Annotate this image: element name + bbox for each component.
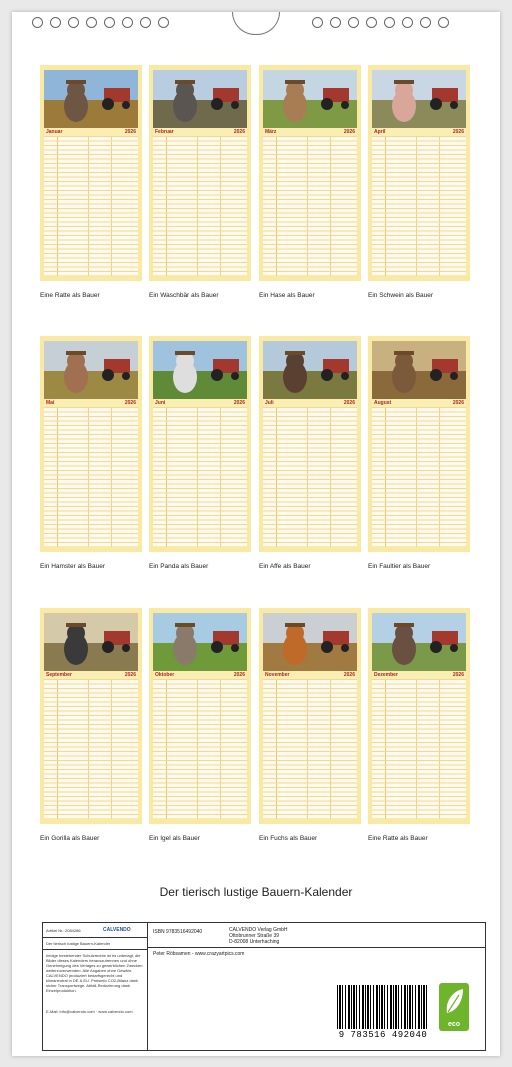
month-photo bbox=[44, 70, 138, 128]
month-photo bbox=[372, 341, 466, 399]
farmer-hat bbox=[175, 351, 195, 355]
calendar-sheet bbox=[12, 12, 500, 1056]
month-card bbox=[40, 608, 142, 824]
article-label: Artikel Nr.: bbox=[46, 928, 65, 933]
tractor-wheel bbox=[430, 369, 442, 381]
farmer-hat bbox=[66, 80, 86, 84]
month-card bbox=[368, 65, 470, 281]
month-caption: Ein Hase als Bauer bbox=[259, 292, 315, 299]
binding-hole bbox=[330, 17, 341, 28]
month-header bbox=[263, 399, 357, 407]
month-name: März bbox=[265, 129, 277, 135]
month-header bbox=[153, 128, 247, 136]
month-photo bbox=[372, 70, 466, 128]
binding-hole bbox=[312, 17, 323, 28]
month-header bbox=[153, 671, 247, 679]
farmer-hat bbox=[394, 80, 414, 84]
month-name: November bbox=[265, 672, 290, 678]
month-header bbox=[263, 671, 357, 679]
month-photo bbox=[263, 341, 357, 399]
publisher-name: CALVENDO Verlag GmbH bbox=[229, 927, 288, 933]
month-card bbox=[149, 608, 251, 824]
tractor-wheel bbox=[321, 98, 333, 110]
month-header bbox=[44, 671, 138, 679]
binding-hole bbox=[438, 17, 449, 28]
month-caption: Ein Affe als Bauer bbox=[259, 563, 311, 570]
barcode-bars bbox=[337, 985, 429, 1029]
calendar-title: Der tierisch lustige Bauern-Kalender bbox=[159, 885, 353, 899]
month-year: 2026 bbox=[124, 400, 136, 406]
month-card bbox=[259, 65, 361, 281]
farmer-hat bbox=[175, 80, 195, 84]
month-year: 2026 bbox=[452, 672, 464, 678]
imprint-divider bbox=[148, 947, 485, 948]
month-card bbox=[259, 608, 361, 824]
tractor-wheel bbox=[231, 372, 239, 380]
month-card bbox=[149, 65, 251, 281]
planner-grid bbox=[44, 407, 138, 547]
binding-hole bbox=[32, 17, 43, 28]
tractor-wheel bbox=[122, 101, 130, 109]
planner-grid bbox=[372, 136, 466, 276]
farmer-hat bbox=[175, 623, 195, 627]
publisher-city: D-82008 Unterhaching bbox=[229, 939, 280, 945]
contact-text: E-Mail: info@calvendo.com · www.calvendo.com bbox=[46, 1009, 133, 1014]
month-name: September bbox=[46, 672, 72, 678]
product-title: Der tierisch lustige Bauern-Kalender bbox=[46, 941, 111, 946]
month-photo bbox=[263, 613, 357, 671]
month-year: 2026 bbox=[233, 672, 245, 678]
month-caption: Eine Ratte als Bauer bbox=[368, 835, 428, 842]
planner-grid bbox=[153, 679, 247, 819]
month-caption: Ein Waschbär als Bauer bbox=[149, 292, 219, 299]
planner-grid bbox=[372, 407, 466, 547]
tractor-wheel bbox=[450, 101, 458, 109]
tractor-wheel bbox=[430, 641, 442, 653]
tractor-wheel bbox=[430, 98, 442, 110]
tractor-wheel bbox=[102, 98, 114, 110]
barcode bbox=[333, 981, 433, 1045]
month-card bbox=[259, 336, 361, 552]
farmer-hat bbox=[66, 351, 86, 355]
publisher-address bbox=[229, 927, 288, 945]
binding-hole bbox=[384, 17, 395, 28]
month-caption: Ein Hamster als Bauer bbox=[40, 563, 106, 570]
tractor-wheel bbox=[321, 369, 333, 381]
binding-hole bbox=[366, 17, 377, 28]
month-photo bbox=[372, 613, 466, 671]
binding-hole bbox=[122, 17, 133, 28]
article-number: 2084286 bbox=[65, 928, 81, 933]
eco-leaf-icon bbox=[439, 983, 469, 1031]
planner-grid bbox=[372, 679, 466, 819]
leaf-icon bbox=[439, 983, 469, 1019]
publisher-street: Ottobrunner Straße 39 bbox=[229, 933, 280, 939]
month-header bbox=[153, 399, 247, 407]
month-year: 2026 bbox=[452, 400, 464, 406]
tractor-wheel bbox=[231, 101, 239, 109]
tractor-wheel bbox=[211, 369, 223, 381]
month-year: 2026 bbox=[343, 672, 355, 678]
tractor-wheel bbox=[231, 644, 239, 652]
binding-hole bbox=[68, 17, 79, 28]
binding-hole bbox=[86, 17, 97, 28]
tractor-wheel bbox=[102, 641, 114, 653]
isbn-text: ISBN 9783516492040 bbox=[153, 929, 203, 935]
planner-grid bbox=[263, 136, 357, 276]
month-card bbox=[40, 65, 142, 281]
month-header bbox=[44, 128, 138, 136]
tractor-wheel bbox=[341, 644, 349, 652]
eco-label: eco bbox=[447, 1021, 461, 1028]
tractor-wheel bbox=[211, 98, 223, 110]
month-header bbox=[44, 399, 138, 407]
month-card bbox=[368, 336, 470, 552]
month-header bbox=[263, 128, 357, 136]
tractor-wheel bbox=[102, 369, 114, 381]
binding-hole bbox=[420, 17, 431, 28]
month-name: Oktober bbox=[155, 672, 175, 678]
imprint-left-column bbox=[43, 923, 148, 1050]
tractor-wheel bbox=[450, 644, 458, 652]
month-header bbox=[372, 128, 466, 136]
planner-grid bbox=[44, 136, 138, 276]
month-name: Februar bbox=[155, 129, 174, 135]
month-card bbox=[149, 336, 251, 552]
tractor-wheel bbox=[211, 641, 223, 653]
hanger-notch bbox=[232, 12, 280, 35]
month-name: Januar bbox=[46, 129, 63, 135]
month-year: 2026 bbox=[233, 400, 245, 406]
month-name: August bbox=[374, 400, 392, 406]
month-year: 2026 bbox=[124, 672, 136, 678]
barcode-number: 9 783516 492040 bbox=[338, 1030, 428, 1040]
binding-hole bbox=[158, 17, 169, 28]
month-name: Dezember bbox=[374, 672, 398, 678]
month-caption: Ein Panda als Bauer bbox=[149, 563, 209, 570]
tractor-wheel bbox=[122, 372, 130, 380]
month-photo bbox=[153, 70, 247, 128]
month-photo bbox=[44, 613, 138, 671]
farmer-hat bbox=[285, 351, 305, 355]
disclaimer-text: Infolge bestehender Schutzrechte ist es unterlagt, die Bilder dieses Kalenders herauszutrennen und ohne Genehmigung des Verlages zu gewerblichen Zwecken weiterzuverwenden. Alle Angaben ohne Gewähr. CALVENDO produziert bedarfsgerecht und klimaneutral in DE & EU. Preisinfo CO2-Bilanz dank sicher Transportwege. Abfall-Reduzierung dank Einzelproduktion. bbox=[46, 953, 143, 993]
month-header bbox=[372, 671, 466, 679]
farmer-hat bbox=[285, 80, 305, 84]
farmer-hat bbox=[285, 623, 305, 627]
month-year: 2026 bbox=[124, 129, 136, 135]
month-year: 2026 bbox=[343, 400, 355, 406]
product-title-row bbox=[43, 937, 147, 950]
planner-grid bbox=[153, 407, 247, 547]
month-caption: Eine Ratte als Bauer bbox=[40, 292, 100, 299]
author-text: Peter Röbsamen - www.crazyartpics.com bbox=[153, 951, 245, 957]
month-photo bbox=[153, 341, 247, 399]
month-year: 2026 bbox=[452, 129, 464, 135]
month-card bbox=[40, 336, 142, 552]
imprint-box bbox=[42, 922, 486, 1051]
article-row bbox=[43, 923, 147, 938]
month-year: 2026 bbox=[343, 129, 355, 135]
planner-grid bbox=[153, 136, 247, 276]
month-caption: Ein Igel als Bauer bbox=[149, 835, 200, 842]
month-card bbox=[368, 608, 470, 824]
month-photo bbox=[263, 70, 357, 128]
farmer-hat bbox=[66, 623, 86, 627]
month-header bbox=[372, 399, 466, 407]
binding-hole bbox=[104, 17, 115, 28]
planner-grid bbox=[44, 679, 138, 819]
farmer-hat bbox=[394, 623, 414, 627]
binding-hole bbox=[140, 17, 151, 28]
binding-hole bbox=[50, 17, 61, 28]
tractor-wheel bbox=[450, 372, 458, 380]
month-caption: Ein Fuchs als Bauer bbox=[259, 835, 318, 842]
month-year: 2026 bbox=[233, 129, 245, 135]
month-caption: Ein Faultier als Bauer bbox=[368, 563, 431, 570]
month-caption: Ein Gorilla als Bauer bbox=[40, 835, 100, 842]
binding-hole bbox=[348, 17, 359, 28]
month-name: Juli bbox=[265, 400, 274, 406]
month-name: Juni bbox=[155, 400, 166, 406]
month-photo bbox=[44, 341, 138, 399]
tractor-wheel bbox=[122, 644, 130, 652]
month-name: Mai bbox=[46, 400, 55, 406]
binding-hole bbox=[402, 17, 413, 28]
tractor-wheel bbox=[341, 372, 349, 380]
planner-grid bbox=[263, 407, 357, 547]
tractor-wheel bbox=[341, 101, 349, 109]
calvendo-logo: CALVENDO bbox=[103, 927, 131, 933]
month-photo bbox=[153, 613, 247, 671]
month-caption: Ein Schwein als Bauer bbox=[368, 292, 434, 299]
tractor-wheel bbox=[321, 641, 333, 653]
farmer-hat bbox=[394, 351, 414, 355]
month-name: April bbox=[374, 129, 386, 135]
planner-grid bbox=[263, 679, 357, 819]
